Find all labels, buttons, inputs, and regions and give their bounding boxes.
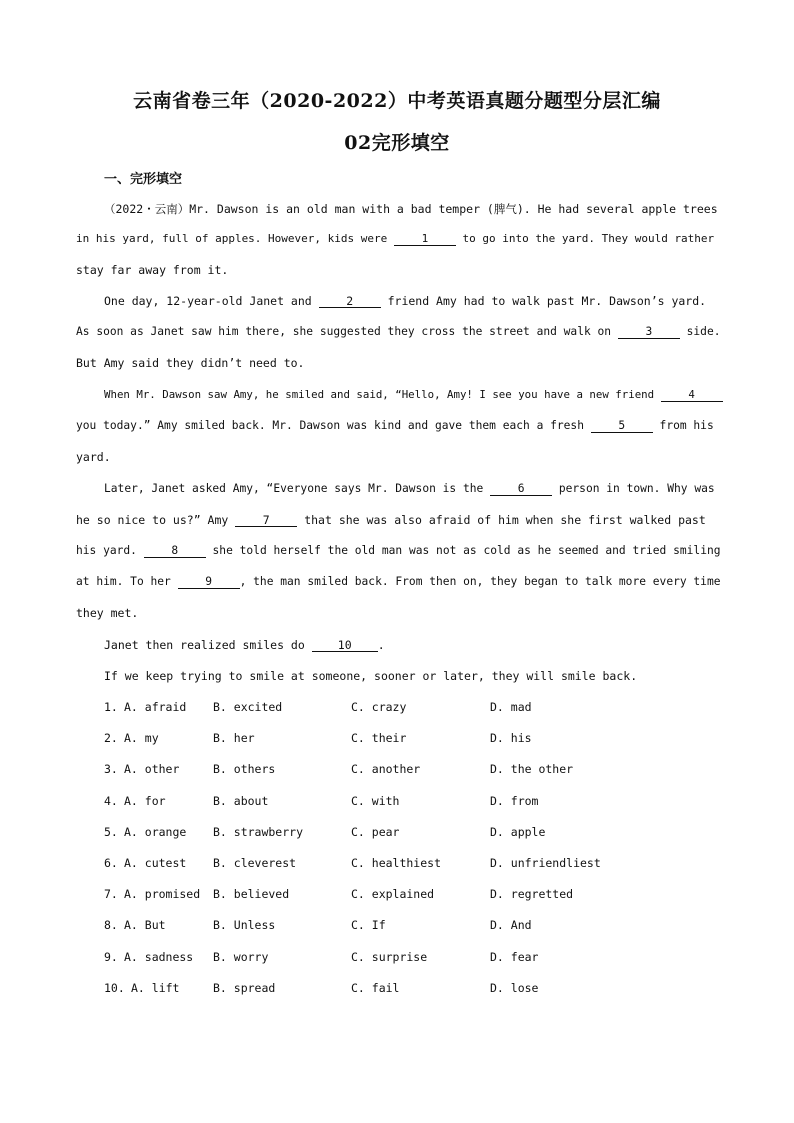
blank-1: 1	[394, 233, 456, 246]
option-d: D. unfriendliest	[490, 856, 601, 870]
option-b: B. her	[213, 731, 255, 745]
passage-line: you today.” Amy smiled back. Mr. Dawson was kind and gave them each a fresh 5 from his	[76, 419, 714, 432]
option-c: C. fail	[351, 981, 400, 995]
blank-6: 6	[490, 483, 552, 496]
option-a: A. for	[124, 794, 166, 808]
blank-7: 7	[235, 514, 297, 527]
option-c: C. surprise	[351, 950, 428, 964]
option-b: B. worry	[213, 950, 269, 964]
blank-3: 3	[618, 326, 680, 339]
option-c: C. their	[351, 731, 407, 745]
question-number: 3.	[104, 762, 118, 776]
passage-line: in his yard, full of apples. However, kids were 1 to go into the yard. They would rather	[76, 232, 715, 245]
option-c: C. explained	[351, 887, 435, 901]
passage-line: （2022・云南）Mr. Dawson is an old man with a bad temper (脾气). He had several apple trees	[104, 202, 718, 216]
option-b: B. excited	[213, 700, 283, 714]
option-c: C. crazy	[351, 700, 407, 714]
option-b: B. others	[213, 762, 276, 776]
option-b: B. believed	[213, 887, 290, 901]
option-c: C. If	[351, 918, 386, 932]
option-c: C. healthiest	[351, 856, 442, 870]
option-b: B. strawberry	[213, 825, 304, 839]
question-number: 7.	[104, 887, 118, 901]
option-b: B. cleverest	[213, 856, 297, 870]
question-number: 2.	[104, 731, 118, 745]
blank-10: 10	[312, 639, 378, 652]
option-d: D. his	[490, 731, 532, 745]
option-a: A. my	[124, 731, 159, 745]
option-a: A. other	[124, 762, 180, 776]
option-c: C. another	[351, 762, 421, 776]
option-c: C. with	[351, 794, 400, 808]
option-d: D. the other	[490, 762, 574, 776]
document-subtitle: 02完形填空	[344, 132, 450, 154]
blank-9: 9	[178, 576, 240, 589]
blank-5: 5	[591, 420, 653, 433]
option-a: A. promised	[124, 887, 201, 901]
passage-line: Later, Janet asked Amy, “Everyone says Mr. Dawson is the 6 person in town. Why was	[104, 482, 715, 495]
section-heading: 一、完形填空	[104, 172, 183, 187]
passage-line: yard.	[76, 450, 111, 464]
option-b: B. about	[213, 794, 269, 808]
document-title: 云南省卷三年（2020-2022）中考英语真题分题型分层汇编	[133, 90, 661, 112]
option-d: D. apple	[490, 825, 546, 839]
option-a: A. orange	[124, 825, 187, 839]
option-c: C. pear	[351, 825, 400, 839]
option-d: D. regretted	[490, 887, 574, 901]
passage-line: But Amy said they didn’t need to.	[76, 356, 305, 370]
option-d: D. from	[490, 794, 539, 808]
source-tag: （2022・云南）	[104, 202, 190, 216]
question-number: 1.	[104, 700, 118, 714]
passage-line: Janet then realized smiles do 10 .	[104, 638, 385, 652]
option-d: D. And	[490, 918, 532, 932]
question-number: 4.	[104, 794, 118, 808]
blank-4: 4	[661, 389, 723, 402]
question-number: 9.	[104, 950, 118, 964]
option-d: D. fear	[490, 950, 539, 964]
option-a: A. sadness	[124, 950, 194, 964]
passage-line: his yard. 8 she told herself the old man was not as cold as he seemed and tried smiling	[76, 544, 721, 557]
question-number: 5.	[104, 825, 118, 839]
option-a: A. But	[124, 918, 166, 932]
blank-2: 2	[319, 295, 381, 308]
question-number: 6.	[104, 856, 118, 870]
passage-line: he so nice to us?” Amy 7 that she was also afraid of him when she first walked past	[76, 513, 706, 527]
blank-8: 8	[144, 545, 206, 558]
passage-line: As soon as Janet saw him there, she suggested they cross the street and walk on 3 side.	[76, 325, 721, 338]
option-a: A. cutest	[124, 856, 187, 870]
passage-line: they met.	[76, 606, 139, 620]
question-number: 10.	[104, 981, 125, 995]
option-a: A. lift	[131, 981, 180, 995]
passage-line: If we keep trying to smile at someone, sooner or later, they will smile back.	[104, 669, 638, 683]
question-number: 8.	[104, 918, 118, 932]
option-d: D. lose	[490, 981, 539, 995]
option-d: D. mad	[490, 700, 532, 714]
passage-line: stay far away from it.	[76, 263, 229, 277]
option-b: B. spread	[213, 981, 276, 995]
passage-line: When Mr. Dawson saw Amy, he smiled and said, “Hello, Amy! I see you have a new friend 4	[104, 388, 723, 402]
passage-line: at him. To her 9 , the man smiled back. From then on, they began to talk more every time	[76, 575, 721, 588]
passage-line: One day, 12-year-old Janet and 2 friend Amy had to walk past Mr. Dawson’s yard.	[104, 294, 707, 308]
option-b: B. Unless	[213, 918, 276, 932]
option-a: A. afraid	[124, 700, 187, 714]
